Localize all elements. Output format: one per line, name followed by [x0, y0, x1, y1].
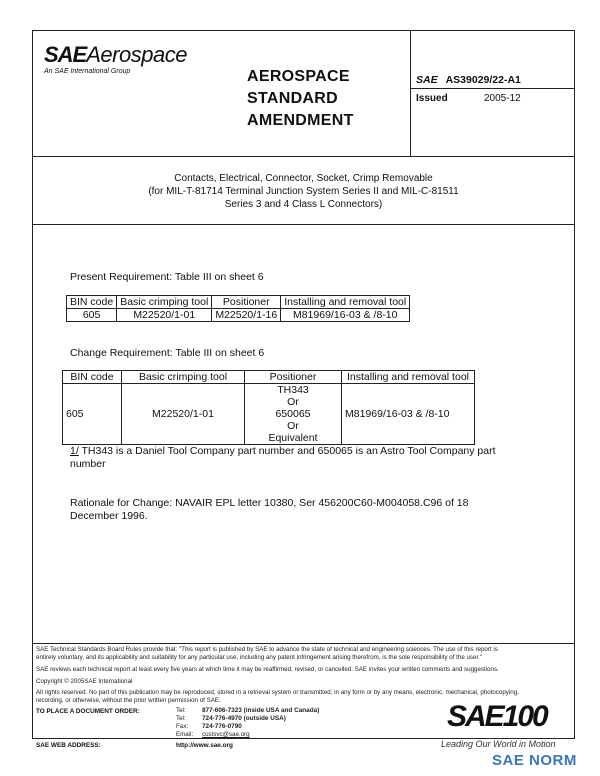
cell-tool: M81969/16-03 & /8-10 [281, 309, 410, 322]
web-address[interactable]: http://www.sae.org [176, 742, 233, 749]
issued-label: Issued [416, 93, 448, 104]
present-requirement-table [66, 295, 410, 322]
col-bin-code: BIN code [63, 371, 122, 384]
sae-norm-watermark: SAE NORM [492, 752, 577, 769]
cell-bin: 605 [63, 384, 122, 445]
subject-divider [32, 224, 575, 225]
order-label: TO PLACE A DOCUMENT ORDER: [36, 708, 140, 715]
footer-review: SAE reviews each technical report at least every five years at which time it may be reaffirmed, revised, or cancelled. SAE invites your written comments and suggestions. [36, 666, 499, 673]
footnote-marker: 1/ [70, 445, 79, 457]
rationale [70, 497, 530, 523]
rules-line-1: SAE Technical Standards Board Rules provide that: "This report is published by SAE to advance the state of technical and engineering sciences. The use of this report is [36, 646, 498, 653]
document-subject [32, 172, 575, 211]
contact-row [176, 731, 436, 739]
col-installing-tool: Installing and removal tool [281, 296, 410, 309]
email-value[interactable]: custsvc@sae.org [202, 731, 250, 738]
footer-rules [36, 646, 576, 662]
col-positioner: Positioner [212, 296, 281, 309]
logo-product: Aerospace [86, 42, 187, 67]
positioner-line: 650065 [275, 408, 311, 420]
subject-line-2: (for MIL-T-81714 Terminal Junction System Series II and MIL-C-81511 [148, 186, 459, 197]
footer-copyright: Copyright © 2005SAE International [36, 678, 133, 685]
cell-tool: M81969/16-03 & /8-10 [342, 384, 475, 445]
issued-value: 2005-12 [484, 93, 521, 104]
cell-positioner: M22520/1-16 [212, 309, 281, 322]
tel1-label: Tel: [176, 707, 186, 714]
col-installing-tool: Installing and removal tool [342, 371, 475, 384]
tel2-value: 724-776-4970 (outside USA) [202, 715, 286, 722]
fax-label: Fax: [176, 723, 189, 730]
table-header-row [63, 371, 475, 384]
title-line-3: AMENDMENT [247, 112, 354, 129]
positioner-line: TH343 [277, 384, 309, 396]
tel1-value: 877-606-7323 (inside USA and Canada) [202, 707, 320, 714]
table-row [67, 309, 410, 322]
sae100-logo: SAE100 [447, 700, 547, 733]
doc-logo: SAE [416, 74, 438, 86]
rationale-line-2: December 1996. [70, 510, 148, 522]
table-row [63, 384, 475, 445]
title-line-2: STANDARD [247, 90, 338, 107]
subject-line-1: Contacts, Electrical, Connector, Socket, Crimp Removable [174, 173, 433, 184]
header-divider [32, 156, 575, 157]
title-line-1: AEROSPACE [247, 68, 350, 85]
col-bin-code: BIN code [67, 296, 117, 309]
doc-number-block [416, 70, 521, 88]
web-label: SAE WEB ADDRESS: [36, 742, 101, 749]
rules-line-2: entirely voluntary, and its applicability and suitability for any particular use, including any patent infringement arising therefrom, is the sole responsibility of the user." [36, 654, 483, 661]
order-contacts [176, 707, 436, 739]
cell-bin: 605 [67, 309, 117, 322]
rights-line-2: recording, or otherwise, without the prior written permission of SAE. [36, 697, 221, 704]
cell-crimp: M22520/1-01 [117, 309, 212, 322]
fax-value: 724-776-0790 [202, 723, 242, 730]
col-crimping-tool: Basic crimping tool [117, 296, 212, 309]
email-label: Email: [176, 731, 194, 738]
present-requirement-heading: Present Requirement: Table III on sheet 6 [70, 271, 264, 283]
change-requirement-table [62, 370, 475, 445]
footer-divider [32, 643, 575, 644]
positioner-line: Or [287, 396, 299, 408]
cell-positioner [245, 384, 342, 445]
col-positioner: Positioner [245, 371, 342, 384]
change-requirement-heading: Change Requirement: Table III on sheet 6 [70, 347, 265, 359]
positioner-line: Or [287, 420, 299, 432]
sae-tagline: Leading Our World in Motion [441, 739, 556, 749]
cell-crimp: M22520/1-01 [122, 384, 245, 445]
title-divider [410, 30, 411, 156]
doc-type-title [247, 66, 354, 132]
logo-subtitle: An SAE International Group [44, 68, 131, 75]
docnum-divider [410, 88, 575, 89]
sae-aerospace-logo [44, 42, 187, 68]
footnote-text: TH343 is a Daniel Tool Company part number and 650065 is an Astro Tool Company part number [70, 445, 496, 470]
doc-number: AS39029/22-A1 [445, 74, 521, 86]
col-crimping-tool: Basic crimping tool [122, 371, 245, 384]
footnote [70, 445, 510, 471]
tel2-label: Tel: [176, 715, 186, 722]
contact-row [176, 715, 436, 723]
contact-row [176, 723, 436, 731]
table-header-row [67, 296, 410, 309]
subject-line-3: Series 3 and 4 Class L Connectors) [224, 199, 383, 210]
rights-line-1: All rights reserved. No part of this publication may be reproduced, stored in a retrieval system or transmitted, in any form or by any means, electronic, mechanical, photocopying, [36, 689, 519, 696]
contact-row [176, 707, 436, 715]
logo-brand: SAE [44, 42, 87, 67]
rationale-line-1: Rationale for Change: NAVAIR EPL letter 10380, Ser 456200C60-M004058.C96 of 18 [70, 497, 469, 509]
positioner-line: Equivalent [268, 432, 318, 444]
